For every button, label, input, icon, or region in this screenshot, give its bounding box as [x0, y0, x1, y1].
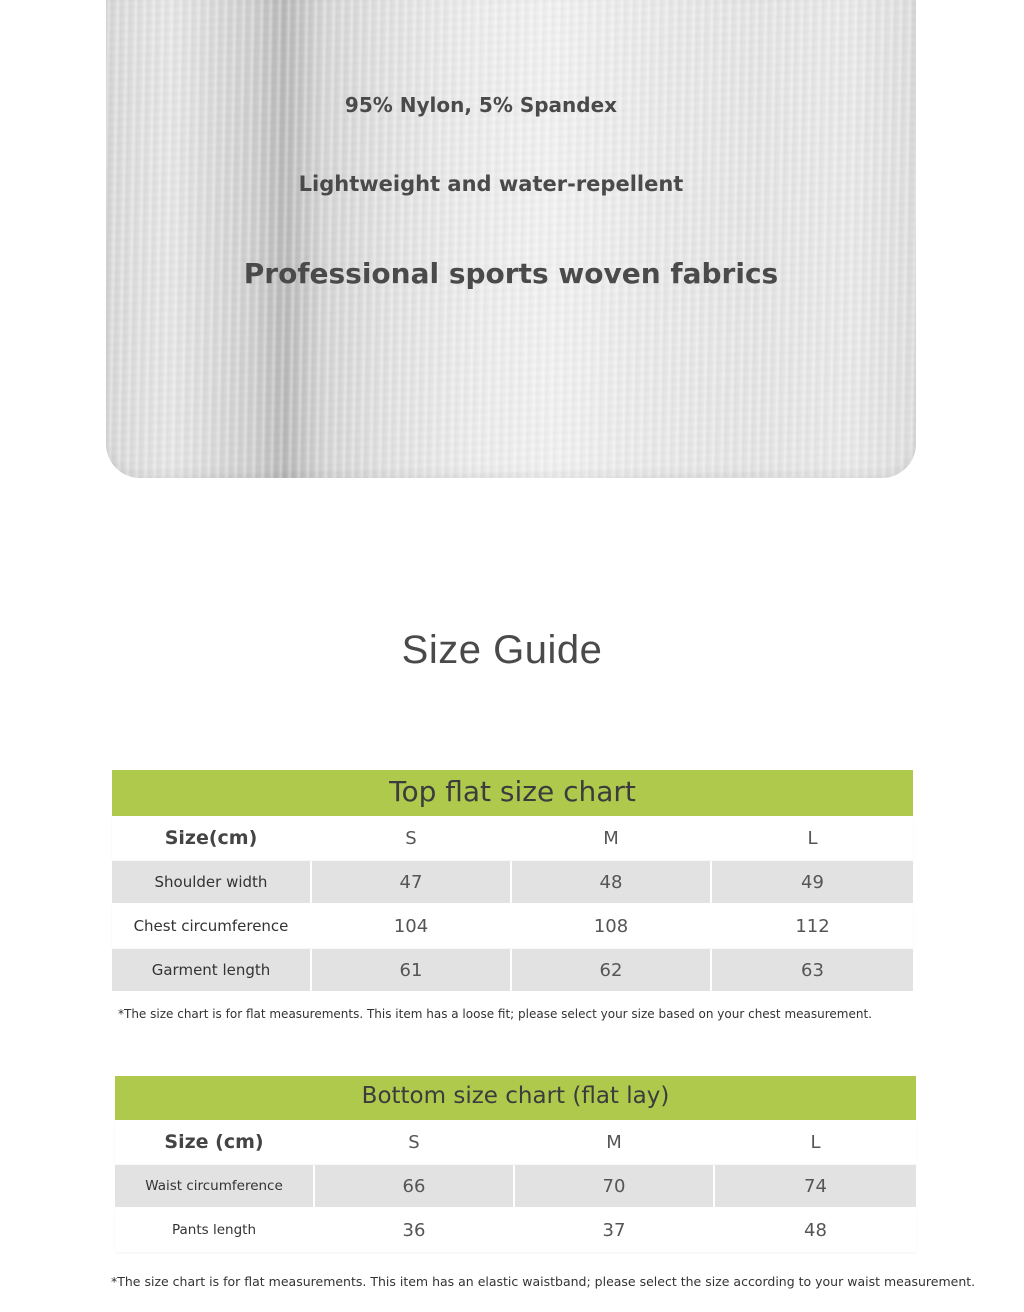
cell-value: 48	[599, 871, 623, 893]
table-row	[112, 904, 913, 948]
row-label: Shoulder width	[154, 873, 268, 891]
cell-value: 70	[602, 1175, 626, 1197]
size-s-header: S	[405, 827, 417, 849]
bottom-size-chart	[115, 1076, 916, 1252]
cell-value: 108	[593, 915, 629, 937]
top-chart-title: Top flat size chart	[112, 770, 913, 816]
top-size-chart	[112, 770, 913, 992]
size-m-header: M	[603, 827, 619, 849]
table-row	[115, 1208, 916, 1252]
fabric-image	[106, 0, 916, 478]
table-header-row	[112, 816, 913, 860]
cell-value: 48	[804, 1219, 827, 1241]
cell-value: 63	[801, 959, 824, 981]
size-s-header: S	[408, 1131, 420, 1153]
row-label: Waist circumference	[145, 1178, 283, 1194]
cell-value: 104	[393, 915, 429, 937]
fabric-type: Professional sports woven fabrics	[243, 257, 779, 290]
cell-value: 61	[399, 959, 423, 981]
fabric-composition: 95% Nylon, 5% Spandex	[344, 93, 618, 117]
cell-value: 74	[804, 1175, 827, 1197]
cell-value: 112	[795, 915, 830, 937]
cell-value: 36	[402, 1219, 426, 1241]
table-row	[115, 1164, 916, 1208]
fabric-feature: Lightweight and water-repellent	[298, 172, 684, 196]
row-label: Chest circumference	[133, 917, 289, 935]
table-row	[112, 860, 913, 904]
size-column-header: Size(cm)	[164, 827, 258, 849]
size-l-header: L	[810, 1131, 821, 1153]
size-m-header: M	[606, 1131, 622, 1153]
cell-value: 62	[599, 959, 623, 981]
cell-value: 37	[602, 1219, 626, 1241]
row-label: Pants length	[171, 1222, 256, 1238]
table-header-row	[115, 1120, 916, 1164]
size-column-header: Size (cm)	[164, 1131, 264, 1153]
size-l-header: L	[807, 827, 818, 849]
row-label: Garment length	[151, 961, 271, 979]
cell-value: 47	[399, 871, 423, 893]
table-row	[112, 948, 913, 992]
top-chart-note: *The size chart is for flat measurements. This item has a loose fit; please select your size based on your chest measurement.	[118, 1007, 872, 1021]
bottom-chart-title: Bottom size chart (flat lay)	[115, 1076, 916, 1120]
bottom-chart-note: *The size chart is for flat measurements. This item has an elastic waistband; please select the size according to your waist measurement.	[111, 1274, 976, 1289]
size-guide-title: Size Guide	[401, 628, 603, 672]
cell-value: 66	[402, 1175, 426, 1197]
cell-value: 49	[801, 871, 824, 893]
